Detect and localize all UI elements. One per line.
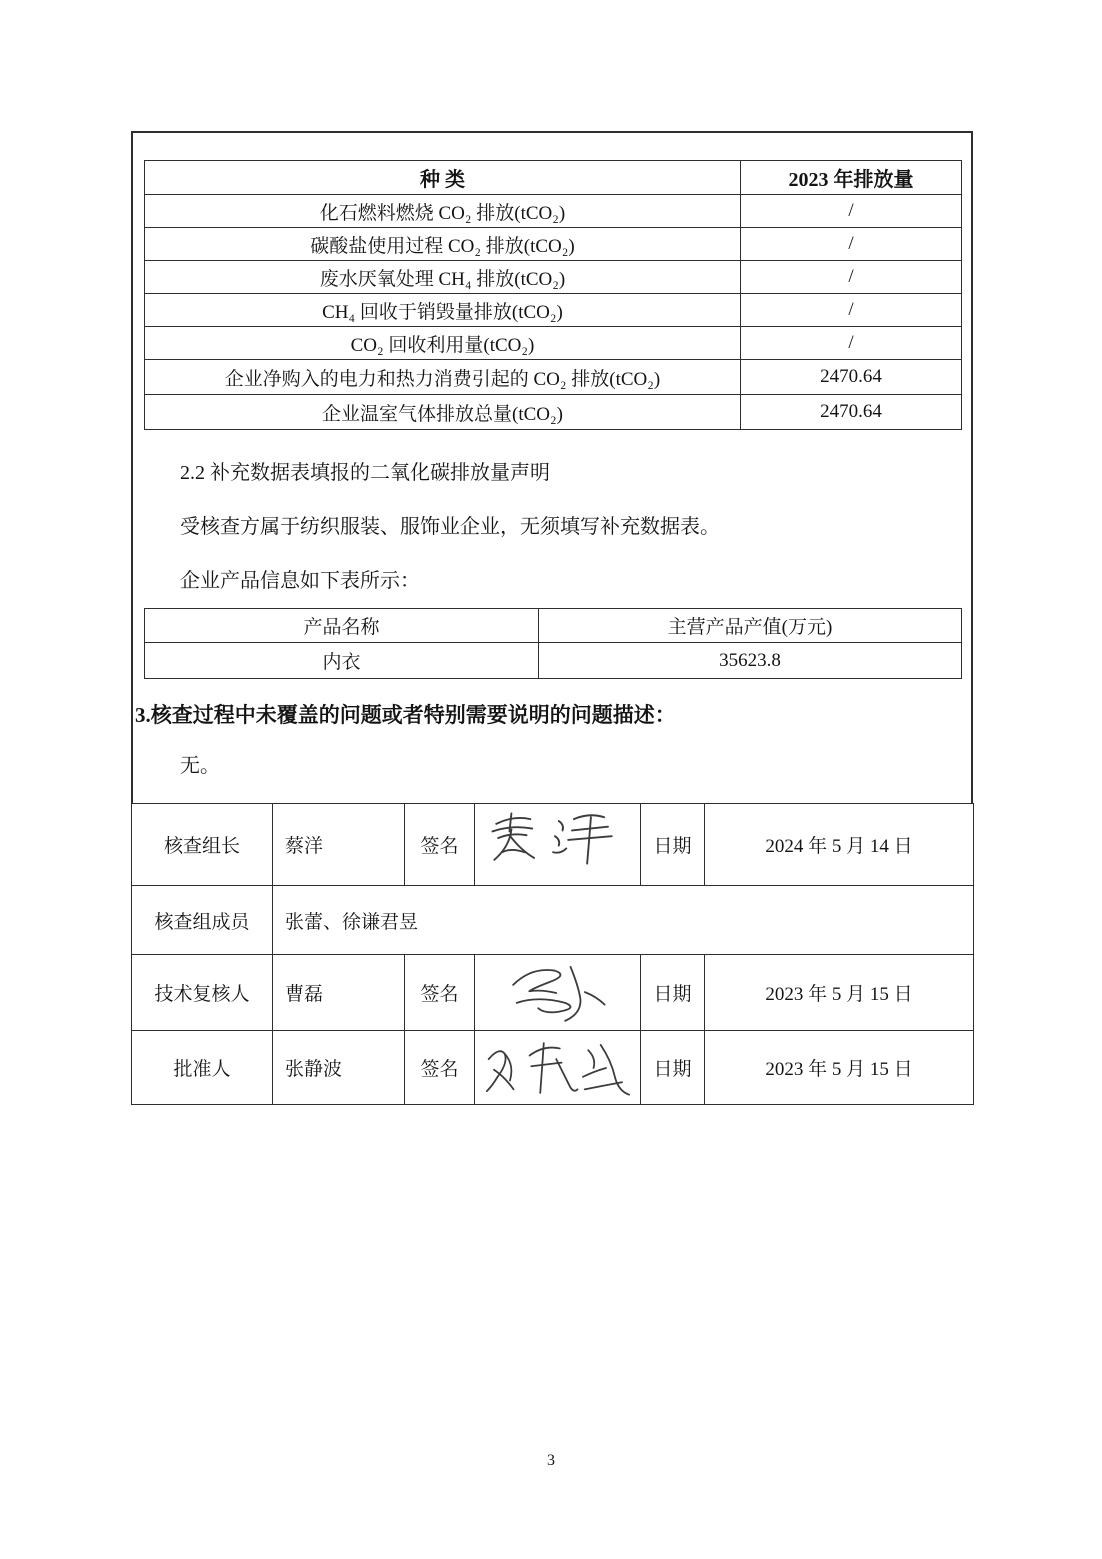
date-value: 2024 年 5 月 14 日 [705, 804, 974, 886]
emission-row-label: 企业净购入的电力和热力消费引起的 CO₂ 排放(tCO₂) [145, 360, 741, 395]
date-value: 2023 年 5 月 15 日 [705, 955, 974, 1031]
emissions-col-header-type: 种 类 [145, 161, 741, 195]
table-row [145, 360, 962, 395]
table-row [145, 395, 962, 430]
signoff-name: 蔡洋 [273, 804, 405, 886]
signoff-table [131, 803, 974, 1105]
product-col-header-name: 产品名称 [145, 609, 539, 643]
product-value: 35623.8 [539, 643, 962, 679]
date-label: 日期 [641, 955, 705, 1031]
emission-row-label: 化石燃料燃烧 CO₂ 排放(tCO₂) [145, 195, 741, 228]
emission-row-label: 企业温室气体排放总量(tCO₂) [145, 395, 741, 430]
section-3-heading: 3.核查过程中未覆盖的问题或者特别需要说明的问题描述： [135, 703, 676, 727]
section-2-2-statement: 受核查方属于纺织服装、服饰业企业，无须填写补充数据表。 [180, 516, 720, 538]
emission-row-value: / [741, 228, 962, 261]
signature-caolei-image [495, 958, 621, 1028]
table-row [132, 1031, 974, 1105]
emission-row-label: 碳酸盐使用过程 CO₂ 排放(tCO₂) [145, 228, 741, 261]
date-value: 2023 年 5 月 15 日 [705, 1031, 974, 1105]
emissions-col-header-amount: 2023 年排放量 [741, 161, 962, 195]
product-col-header-value: 主营产品产值(万元) [539, 609, 962, 643]
emission-row-value: / [741, 294, 962, 327]
sign-label: 签名 [405, 1031, 475, 1105]
products-intro-text: 企业产品信息如下表所示： [180, 570, 420, 592]
sign-label: 签名 [405, 955, 475, 1031]
signature-cell [475, 955, 641, 1031]
table-row [145, 195, 962, 228]
signature-cell [475, 1031, 641, 1105]
table-row [145, 261, 962, 294]
table-row [145, 228, 962, 261]
emission-row-value: 2470.64 [741, 360, 962, 395]
table-row [132, 886, 974, 955]
signoff-role: 批准人 [132, 1031, 273, 1105]
sign-label: 签名 [405, 804, 475, 886]
emission-row-value: / [741, 195, 962, 228]
emission-row-label: CO₂ 回收利用量(tCO₂) [145, 327, 741, 360]
emission-row-value: 2470.64 [741, 395, 962, 430]
emission-row-value: / [741, 327, 962, 360]
signoff-role: 技术复核人 [132, 955, 273, 1031]
emission-row-value: / [741, 261, 962, 294]
signoff-role: 核查组长 [132, 804, 273, 886]
product-name: 内衣 [145, 643, 539, 679]
date-label: 日期 [641, 804, 705, 886]
table-row [145, 327, 962, 360]
signoff-role: 核查组成员 [132, 886, 273, 955]
signoff-members: 张蕾、徐谦君昱 [273, 886, 974, 955]
section-3-content: 无。 [180, 755, 220, 777]
table-row [145, 643, 962, 679]
emissions-table [144, 160, 962, 430]
table-row [132, 804, 974, 886]
signoff-name: 张静波 [273, 1031, 405, 1105]
emission-row-label: 废水厌氧处理 CH₄ 排放(tCO₂) [145, 261, 741, 294]
signature-cell [475, 804, 641, 886]
signature-caiyang-image [483, 807, 625, 871]
emission-row-label: CH₄ 回收于销毁量排放(tCO₂) [145, 294, 741, 327]
page-number: 3 [547, 1452, 555, 1469]
signoff-name: 曹磊 [273, 955, 405, 1031]
table-row [132, 955, 974, 1031]
section-2-2-heading: 2.2 补充数据表填报的二氧化碳排放量声明 [180, 462, 550, 484]
signature-zhangjingbo-image [478, 1033, 638, 1103]
product-table [144, 608, 962, 679]
date-label: 日期 [641, 1031, 705, 1105]
table-row [145, 294, 962, 327]
